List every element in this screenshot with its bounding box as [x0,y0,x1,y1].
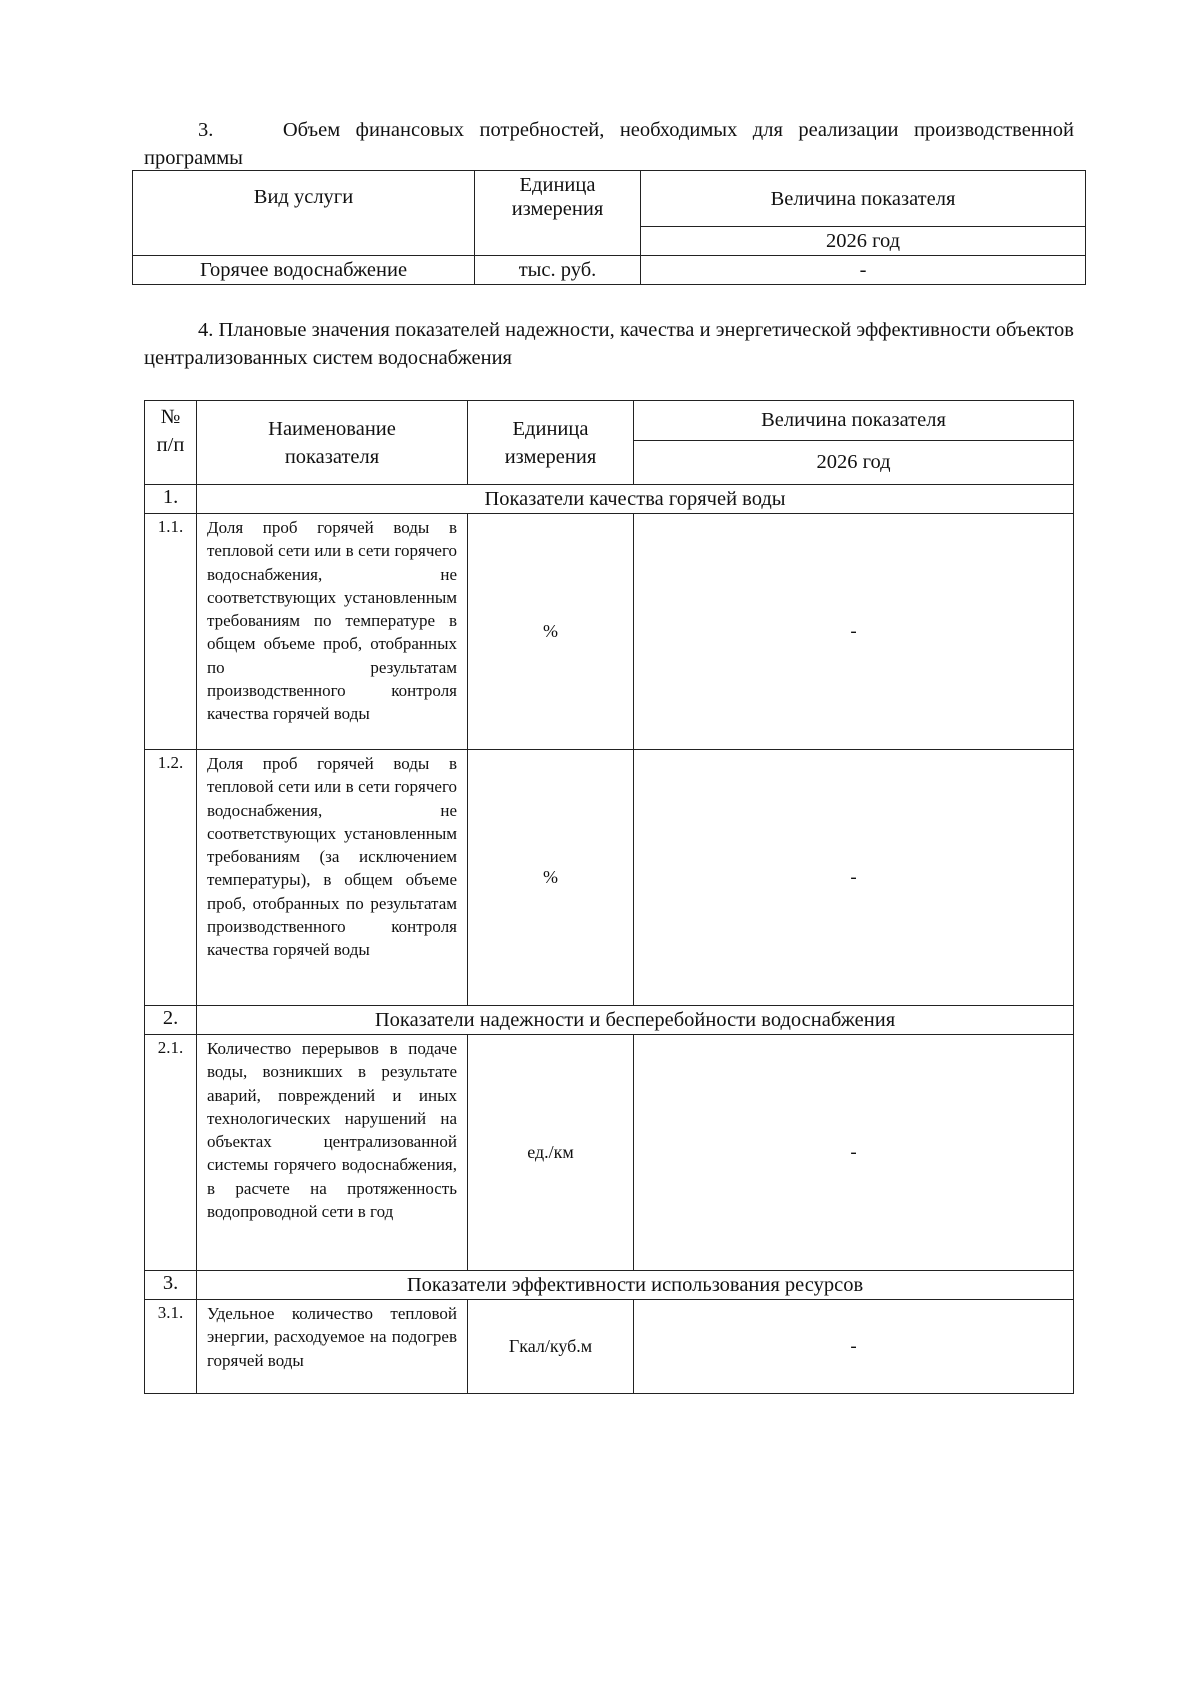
section-row [145,1006,1074,1035]
row-name: Количество перерывов в подаче воды, возникших в результате аварий, повреждений и иных технологических нарушений на объектах централизованной системы горячего водоснабжения, в расчете на протяженность водопроводной сети в год [197,1035,468,1271]
section-4-text: 4. Плановые значения показателей надежности, качества и энергетической эффективности объектов централизованных систем водоснабжения [144,319,1074,369]
indicators-table [144,400,1074,1394]
row-num: 3.1. [145,1300,197,1394]
section-3-number: 3. [198,119,214,141]
cell-unit: тыс. руб. [475,256,641,285]
section-num: 2. [145,1006,197,1035]
header-unit: Единица измерения [475,171,641,256]
section-row [145,1271,1074,1300]
row-name: Удельное количество тепловой энергии, расходуемое на подогрев горячей воды [197,1300,468,1394]
row-unit: % [468,514,634,750]
header-service: Вид услуги [133,171,475,256]
row-value: - [634,514,1074,750]
row-name: Доля проб горячей воды в тепловой сети или в сети горячего водоснабжения, не соответствующих установленным требованиям по температуре в общем объеме проб, отобранных по результатам производственного контроля качества горячей воды [197,514,468,750]
table-row [145,750,1074,1006]
row-num: 1.2. [145,750,197,1006]
table-row [145,1300,1074,1394]
header-value: Величина показателя [634,401,1074,441]
header-name: Наименование показателя [197,401,468,485]
section-title: Показатели качества горячей воды [197,485,1074,514]
section-4-heading [144,316,1074,372]
header-year: 2026 год [634,441,1074,485]
section-3-text: Объем финансовых потребностей, необходимых для реализации производственной программы [144,119,1075,169]
row-num: 2.1. [145,1035,197,1271]
section-row [145,485,1074,514]
table-row [133,256,1086,285]
row-value: - [634,1300,1074,1394]
row-unit: ед./км [468,1035,634,1271]
header-unit: Единица измерения [468,401,634,485]
header-year: 2026 год [641,227,1086,256]
row-value: - [634,1035,1074,1271]
section-num: 3. [145,1271,197,1300]
row-value: - [634,750,1074,1006]
cell-value: - [641,256,1086,285]
section-title: Показатели эффективности использования ресурсов [197,1271,1074,1300]
header-value: Величина показателя [641,171,1086,227]
table-row [145,1035,1074,1271]
row-unit: Гкал/куб.м [468,1300,634,1394]
row-name: Доля проб горячей воды в тепловой сети или в сети горячего водоснабжения, не соответствующих установленным требованиям (за исключением температуры), в общем объеме проб, отобранных по результатам производственного контроля качества горячей воды [197,750,468,1006]
financial-needs-table [132,170,1086,285]
row-unit: % [468,750,634,1006]
section-num: 1. [145,485,197,514]
cell-service: Горячее водоснабжение [133,256,475,285]
row-num: 1.1. [145,514,197,750]
header-num: № п/п [145,401,197,485]
section-title: Показатели надежности и бесперебойности водоснабжения [197,1006,1074,1035]
section-3-heading [144,116,1074,172]
table-row [145,514,1074,750]
